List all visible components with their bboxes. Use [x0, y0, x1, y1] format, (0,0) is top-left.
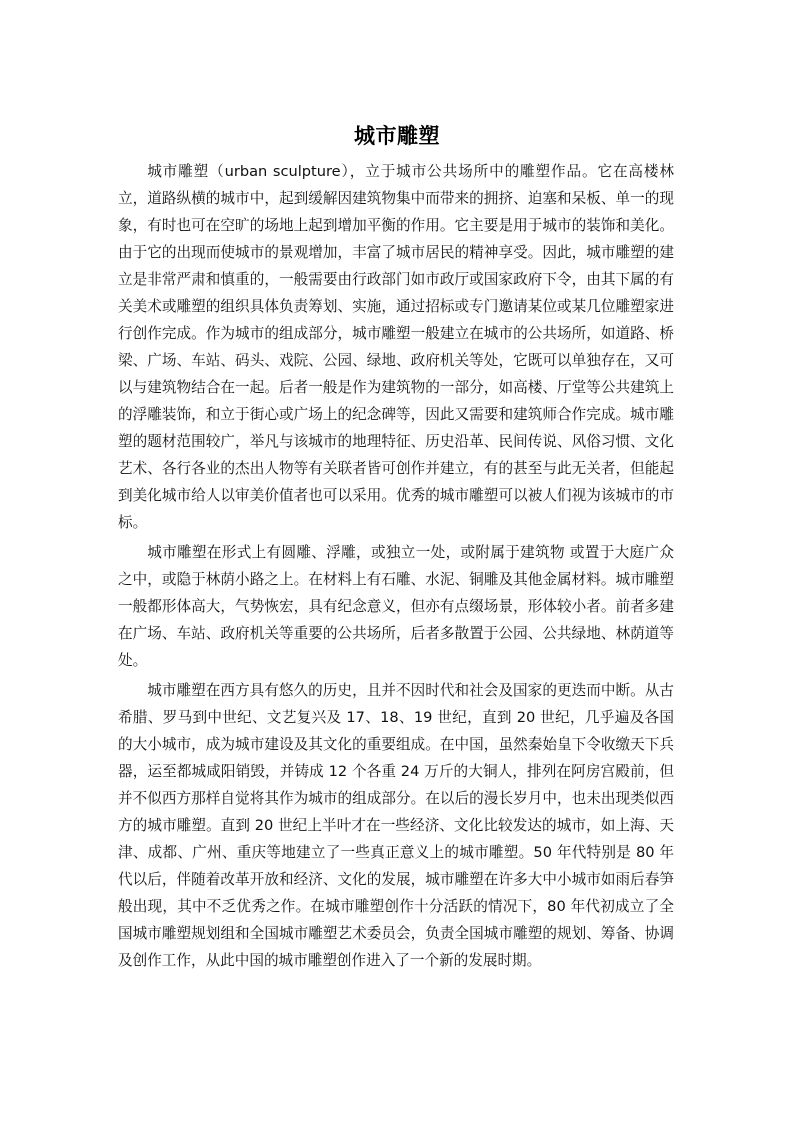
paragraph-2: 城市雕塑在形式上有圆雕、浮雕，或独立一处，或附属于建筑物 或置于大庭广众之中，或隐于林荫小路之上。在材料上有石雕、水泥、铜雕及其他金属材料。城市雕塑一般都形体高大，气势恢宏，具有纪念意义，但亦有点缀场景，形体较小者。前者多建在广场、车站、政府机关等重要的公共场所，后者多散置于公园、公共绿地、林荫道等处。 [118, 544, 674, 669]
page-title: 城市雕塑 [354, 123, 440, 148]
article-body [118, 158, 674, 977]
paragraph-1: 城市雕塑（urban sculpture），立于城市公共场所中的雕塑作品。它在高楼林立，道路纵横的城市中，起到缓解因建筑物集中而带来的拥挤、迫塞和呆板、单一的现象，有时也可在空旷的场地上起到增加平衡的作用。它主要是用于城市的装饰和美化。由于它的出现而使城市的景观增加，丰富了城市居民的精神享受。因此，城市雕塑的建立是非常严肃和慎重的，一般需要由行政部门如市政厅或国家政府下令，由其下属的有关美术或雕塑的组织具体负责筹划、实施，通过招标或专门邀请某位或某几位雕塑家进行创作完成。作为城市的组成部分，城市雕塑一般建立在城市的公共场所，如道路、桥梁、广场、车站、码头、戏院、公园、绿地、政府机关等处，它既可以单独存在，又可以与建筑物结合在一起。后者一般是作为建筑物的一部分，如高楼、厅堂等公共建筑上的浮雕装饰，和立于街心或广场上的纪念碑等，因此又需要和建筑师合作完成。城市雕塑的题材范围较广，举凡与该城市的地理特征、历史沿革、民间传说、风俗习惯、文化艺术、各行各业的杰出人物等有关联者皆可创作并建立，有的甚至与此无关者，但能起到美化城市给人以审美价值者也可以采用。优秀的城市雕塑可以被人们视为该城市的市标。 [118, 163, 674, 531]
paragraph-3: 城市雕塑在西方具有悠久的历史，且并不因时代和社会及国家的更迭而中断。从古希腊、罗马到中世纪、文艺复兴及 17、18、19 世纪，直到 20 世纪，几乎遍及各国的大小城市，成为城市建设及其文化的重要组成。在中国，虽然秦始皇下令收缴天下兵器，运至都城咸阳销毁，并铸成 12 个各重 24 万斤的大铜人，排列在阿房宫殿前，但并不似西方那样自觉将其作为城市的组成部分。在以后的漫长岁月中，也未出现类似西方的城市雕塑。直到 20 世纪上半叶才在一些经济、文化比较发达的城市，如上海、天津、成都、广州、重庆等地建立了一些真正意义上的城市雕塑。50 年代特别是 80 年代以后，伴随着改革开放和经济、文化的发展，城市雕塑在许多大中小城市如雨后春笋般出现，其中不乏优秀之作。在城市雕塑创作十分活跃的情况下，80 年代初成立了全国城市雕塑规划组和全国城市雕塑艺术委员会，负责全国城市雕塑的规划、筹备、协调及创作工作，从此中国的城市雕塑创作进入了一个新的发展时期。 [118, 682, 674, 969]
